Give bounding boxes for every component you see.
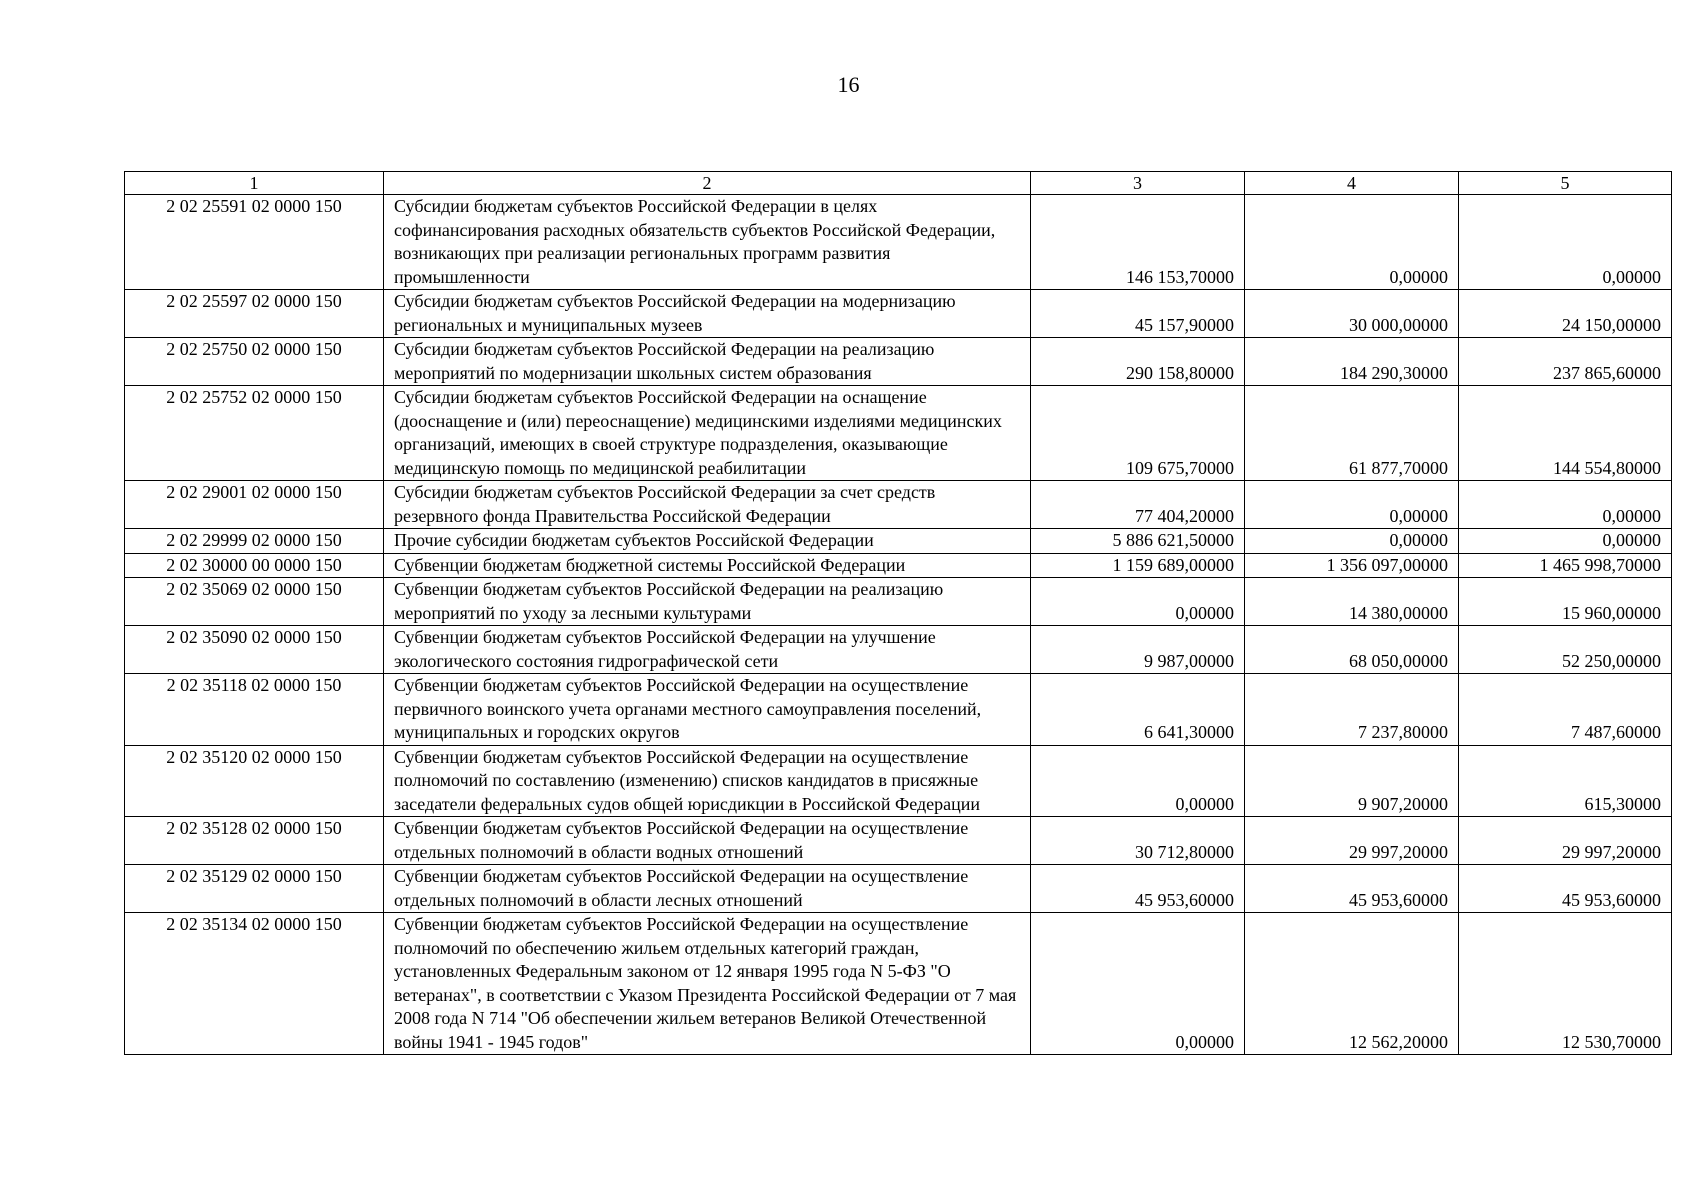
- budget-code-cell: 2 02 35069 02 0000 150: [125, 578, 384, 626]
- column-header-1: 1: [125, 172, 384, 195]
- table-row: [125, 626, 1672, 674]
- budget-code-cell: 2 02 35118 02 0000 150: [125, 674, 384, 746]
- description-cell: Прочие субсидии бюджетам субъектов Российской Федерации: [384, 529, 1031, 554]
- value-col4-cell: 61 877,70000: [1245, 386, 1459, 481]
- value-col4-cell: 14 380,00000: [1245, 578, 1459, 626]
- value-col3-cell: 1 159 689,00000: [1031, 553, 1245, 578]
- budget-code-cell: 2 02 25750 02 0000 150: [125, 338, 384, 386]
- value-col5-cell: 615,30000: [1459, 745, 1672, 817]
- value-col4-cell: 184 290,30000: [1245, 338, 1459, 386]
- value-col5-cell: 24 150,00000: [1459, 290, 1672, 338]
- value-col5-cell: 7 487,60000: [1459, 674, 1672, 746]
- budget-code-cell: 2 02 25591 02 0000 150: [125, 195, 384, 290]
- description-cell: Субсидии бюджетам субъектов Российской Федерации на реализацию мероприятий по модернизации школьных систем образования: [384, 338, 1031, 386]
- value-col5-cell: 144 554,80000: [1459, 386, 1672, 481]
- description-cell: Субвенции бюджетам субъектов Российской Федерации на реализацию мероприятий по уходу за лесными культурами: [384, 578, 1031, 626]
- table-row: [125, 745, 1672, 817]
- budget-code-cell: 2 02 35120 02 0000 150: [125, 745, 384, 817]
- budget-code-cell: 2 02 29999 02 0000 150: [125, 529, 384, 554]
- table-row: [125, 817, 1672, 865]
- column-header-3: 3: [1031, 172, 1245, 195]
- table-row: [125, 529, 1672, 554]
- table-row: [125, 338, 1672, 386]
- value-col3-cell: 30 712,80000: [1031, 817, 1245, 865]
- description-cell: Субсидии бюджетам субъектов Российской Федерации на оснащение (дооснащение и (или) переоснащение) медицинскими изделиями медицинских организаций, имеющих в своей структуре подразделения, оказывающие медицинскую помощь по медицинской реабилитации: [384, 386, 1031, 481]
- value-col4-cell: 7 237,80000: [1245, 674, 1459, 746]
- table-row: [125, 865, 1672, 913]
- description-cell: Субсидии бюджетам субъектов Российской Федерации за счет средств резервного фонда Правительства Российской Федерации: [384, 481, 1031, 529]
- value-col4-cell: 0,00000: [1245, 195, 1459, 290]
- value-col3-cell: 0,00000: [1031, 913, 1245, 1055]
- description-cell: Субвенции бюджетам субъектов Российской Федерации на осуществление полномочий по составлению (изменению) списков кандидатов в присяжные заседатели федеральных судов общей юрисдикции в Российской Федерации: [384, 745, 1031, 817]
- value-col3-cell: 77 404,20000: [1031, 481, 1245, 529]
- budget-code-cell: 2 02 29001 02 0000 150: [125, 481, 384, 529]
- value-col5-cell: 15 960,00000: [1459, 578, 1672, 626]
- value-col4-cell: 0,00000: [1245, 529, 1459, 554]
- value-col4-cell: 0,00000: [1245, 481, 1459, 529]
- value-col4-cell: 68 050,00000: [1245, 626, 1459, 674]
- budget-code-cell: 2 02 35134 02 0000 150: [125, 913, 384, 1055]
- value-col3-cell: 5 886 621,50000: [1031, 529, 1245, 554]
- value-col3-cell: 45 953,60000: [1031, 865, 1245, 913]
- column-header-2: 2: [384, 172, 1031, 195]
- value-col4-cell: 30 000,00000: [1245, 290, 1459, 338]
- value-col3-cell: 9 987,00000: [1031, 626, 1245, 674]
- value-col3-cell: 6 641,30000: [1031, 674, 1245, 746]
- budget-code-cell: 2 02 35090 02 0000 150: [125, 626, 384, 674]
- value-col4-cell: 45 953,60000: [1245, 865, 1459, 913]
- description-cell: Субвенции бюджетам субъектов Российской Федерации на осуществление отдельных полномочий в области водных отношений: [384, 817, 1031, 865]
- description-cell: Субвенции бюджетам бюджетной системы Российской Федерации: [384, 553, 1031, 578]
- value-col5-cell: 52 250,00000: [1459, 626, 1672, 674]
- table-row: [125, 386, 1672, 481]
- table-row: [125, 553, 1672, 578]
- value-col4-cell: 12 562,20000: [1245, 913, 1459, 1055]
- value-col3-cell: 0,00000: [1031, 578, 1245, 626]
- value-col3-cell: 45 157,90000: [1031, 290, 1245, 338]
- value-col5-cell: 0,00000: [1459, 481, 1672, 529]
- description-cell: Субвенции бюджетам субъектов Российской Федерации на осуществление первичного воинского учета органами местного самоуправления поселений, муниципальных и городских округов: [384, 674, 1031, 746]
- value-col3-cell: 109 675,70000: [1031, 386, 1245, 481]
- table-row: [125, 481, 1672, 529]
- table-row: [125, 674, 1672, 746]
- budget-code-cell: 2 02 35128 02 0000 150: [125, 817, 384, 865]
- value-col5-cell: 0,00000: [1459, 195, 1672, 290]
- budget-table: [124, 171, 1672, 1055]
- description-cell: Субсидии бюджетам субъектов Российской Федерации на модернизацию региональных и муниципальных музеев: [384, 290, 1031, 338]
- value-col5-cell: 237 865,60000: [1459, 338, 1672, 386]
- page-number: 16: [837, 72, 860, 97]
- value-col5-cell: 0,00000: [1459, 529, 1672, 554]
- description-cell: Субвенции бюджетам субъектов Российской Федерации на осуществление отдельных полномочий в области лесных отношений: [384, 865, 1031, 913]
- column-header-4: 4: [1245, 172, 1459, 195]
- table-row: [125, 195, 1672, 290]
- value-col5-cell: 1 465 998,70000: [1459, 553, 1672, 578]
- description-cell: Субвенции бюджетам субъектов Российской Федерации на улучшение экологического состояния гидрографической сети: [384, 626, 1031, 674]
- table-row: [125, 290, 1672, 338]
- value-col5-cell: 45 953,60000: [1459, 865, 1672, 913]
- table-row: [125, 578, 1672, 626]
- budget-code-cell: 2 02 35129 02 0000 150: [125, 865, 384, 913]
- value-col5-cell: 29 997,20000: [1459, 817, 1672, 865]
- column-header-5: 5: [1459, 172, 1672, 195]
- value-col3-cell: 290 158,80000: [1031, 338, 1245, 386]
- table-header-row: [125, 172, 1672, 195]
- value-col5-cell: 12 530,70000: [1459, 913, 1672, 1055]
- table-body: [125, 195, 1672, 1055]
- value-col4-cell: 1 356 097,00000: [1245, 553, 1459, 578]
- description-cell: Субсидии бюджетам субъектов Российской Федерации в целях софинансирования расходных обязательств субъектов Российской Федерации, возникающих при реализации региональных программ развития промышленности: [384, 195, 1031, 290]
- value-col3-cell: 0,00000: [1031, 745, 1245, 817]
- value-col3-cell: 146 153,70000: [1031, 195, 1245, 290]
- value-col4-cell: 9 907,20000: [1245, 745, 1459, 817]
- value-col4-cell: 29 997,20000: [1245, 817, 1459, 865]
- budget-code-cell: 2 02 25752 02 0000 150: [125, 386, 384, 481]
- budget-code-cell: 2 02 30000 00 0000 150: [125, 553, 384, 578]
- table-row: [125, 913, 1672, 1055]
- description-cell: Субвенции бюджетам субъектов Российской Федерации на осуществление полномочий по обеспечению жильем отдельных категорий граждан, установленных Федеральным законом от 12 января 1995 года N 5-ФЗ "О ветеранах", в соответствии с Указом Президента Российской Федерации от 7 мая 2008 года N 714 "Об обеспечении жильем ветеранов Великой Отечественной войны 1941 - 1945 годов": [384, 913, 1031, 1055]
- budget-code-cell: 2 02 25597 02 0000 150: [125, 290, 384, 338]
